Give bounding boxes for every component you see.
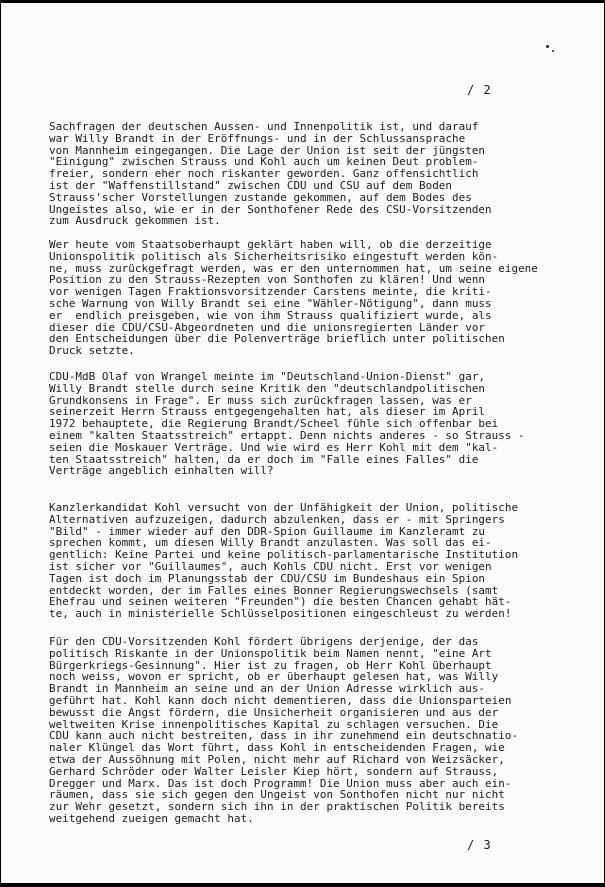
paragraph — [49, 371, 589, 477]
text-line: von Mannheim eingegangen. Die Lage der Union ist seit der jüngsten — [49, 143, 486, 157]
text-line: weltweiten Krise innenpolitisches Kapital zu schlagen versuchen. Die — [49, 717, 499, 731]
text-line: Kanzlerkandidat Kohl versucht von der Unfähigkeit der Union, politische — [49, 501, 519, 514]
text-line: Strauss'scher Vorstellungen zustande gekommen, auf dem Bodes des — [49, 190, 472, 204]
text-line: war Willy Brandt in der Eröffnungs- und in der Schlussansprache — [49, 131, 466, 145]
text-line: Bürgerkriegs-Gesinnung". Hier ist zu fragen, ob Herr Kohl überhaupt — [49, 658, 492, 672]
text-line: Sachfragen der deutschen Aussen- und Innenpolitik ist, und darauf — [49, 120, 479, 133]
scan-speck — [546, 45, 549, 48]
text-line: Ehefrau und seinen weiteren "Freunden") die besten Chancen gehabt hät- — [49, 595, 512, 609]
text-line: ist der "Waffenstillstand" zwischen CDU und CSU auf dem Boden — [49, 178, 453, 192]
text-line: Unionspolitik politisch als Sicherheitsrisiko eingestuft werden kön- — [49, 249, 499, 263]
text-line: noch weiss, wovon er spricht, ob er überhaupt gelesen hat, was Willy — [49, 670, 499, 684]
paragraph — [49, 502, 589, 620]
text-line: politisch Riskante in der Unionspolitik beim Namen nennt, "eine Art — [49, 646, 492, 660]
page-number-bottom: / 3 — [467, 838, 492, 852]
text-line: seinerzeit Herrn Strauss entgegengehalten hat, als dieser im April — [49, 405, 486, 419]
paragraph — [49, 636, 589, 825]
text-line: einem "kalten Staatsstreich" ertappt. Denn nichts anderes - so Strauss - — [49, 428, 525, 442]
text-line: Dregger und Marx. Das ist doch Programm! Die Union muss aber auch ein- — [49, 776, 512, 790]
text-line: bewusst die Angst fördern, die Unsicherheit organisieren und aus der — [49, 705, 499, 719]
text-line: Druck setzte. — [49, 344, 135, 358]
text-line: sprechen kommt, um diesen Willy Brandt anzulasten. Was soll das ei- — [49, 536, 492, 550]
text-line: den Entscheidungen über die Polenverträge brieflich unter politischen — [49, 332, 505, 346]
text-line: Grundkonsens in Frage". Er muss sich zurückfragen lassen, was er — [49, 393, 472, 407]
text-line: ne, muss zurückgefragt werden, was er den unternommen hat, um seine eigene — [49, 261, 538, 275]
text-line: Willy Brandt stelle durch seine Kritik den "deutschlandpolitischen — [49, 381, 486, 395]
text-line: zur Wehr gesetzt, sondern sich ihn in der praktischen Politik bereits — [49, 800, 505, 814]
text-line: Verträge angeblich einhalten will? — [49, 464, 274, 478]
text-line: er endlich preisgeben, wie von ihm Strauss qualifiziert wurde, als — [49, 308, 492, 322]
text-line: "Bild" - immer wieder auf den DDR-Spion Guillaume im Kanzleramt zu — [49, 524, 486, 538]
text-line: sche Warnung von Willy Brandt sei eine "Wähler-Nötigung", dann muss — [49, 296, 492, 310]
text-line: Brandt in Mannheim an seine und an der Union Adresse wirklich aus- — [49, 682, 486, 696]
text-line: Wer heute vom Staatsoberhaupt geklärt haben will, ob die derzeitige — [49, 238, 492, 251]
text-line: seien die Moskauer Verträge. Und wie wird es Herr Kohl mit dem "kal- — [49, 440, 499, 454]
text-line: gentlich: Keine Partei und keine politisch-parlamentarische Institution — [49, 548, 519, 562]
scan-speck — [552, 50, 554, 52]
text-line: CDU-MdB Olaf von Wrangel meinte im "Deutschland-Union-Dienst" gar, — [49, 370, 486, 383]
text-line: te, auch in ministerielle Schlüsselpositionen eingeschleust zu werden! — [49, 607, 512, 621]
text-line: geführt hat. Kohl kann doch nicht dementieren, dass die Unionsparteien — [49, 693, 512, 707]
text-line: etwa der Aussöhnung mit Polen, nicht mehr auf Richard von Weizsäcker, — [49, 752, 505, 766]
page-number-top: / 2 — [467, 83, 492, 97]
text-line: weitgehend zueigen gemacht hat. — [49, 811, 254, 825]
text-line: 1972 behauptete, die Regierung Brandt/Scheel fühle sich offenbar bei — [49, 417, 499, 431]
text-line: freier, sondern eher noch riskanter geworden. Ganz offensichtlich — [49, 167, 479, 181]
text-line: Für den CDU-Vorsitzenden Kohl fördert übrigens derjenige, der das — [49, 635, 479, 648]
text-line: Position zu den Strauss-Rezepten von Sonthofen zu klären! Und wenn — [49, 273, 486, 287]
text-line: CDU kann auch nicht bestreiten, dass in ihr zunehmend ein deutschnatio- — [49, 729, 519, 743]
text-line: ten Staatsstreich" halten, da er doch im "Falle eines Falles" die — [49, 452, 479, 466]
text-line: Gerhard Schröder oder Walter Leisler Kiep hört, sondern auf Strauss, — [49, 764, 499, 778]
text-line: Alternativen aufzuzeigen, dadurch abzulenken, dass er - mit Springers — [49, 512, 505, 526]
text-line: ist sicher vor "Guillaumes", auch Kohls CDU nicht. Erst vor wenigen — [49, 559, 492, 573]
text-line: Tagen ist doch im Planungsstab der CDU/CSU im Bundeshaus ein Spion — [49, 571, 486, 585]
paragraph — [49, 121, 589, 227]
text-line: zum Ausdruck gekommen ist. — [49, 214, 221, 228]
text-line: dieser die CDU/CSU-Abgeordneten und die unionsregierten Länder vor — [49, 320, 486, 334]
text-line: Ungeistes also, wie er in der Sonthofener Rede des CSU-Vorsitzenden — [49, 202, 492, 216]
text-line: räumen, dass sie sich gegen den Ungeist von Sonthofen nicht nur nicht — [49, 788, 505, 802]
paragraph — [49, 239, 589, 357]
text-line: entdeckt worden, der im Falles eines Bonner Regierungswechsels (samt — [49, 583, 499, 597]
text-line: naler Klüngel das Wort führt, dass Kohl in entscheidenden Fragen, wie — [49, 741, 505, 755]
text-line: "Einigung" zwischen Strauss und Kohl auch um keinen Deut problem- — [49, 155, 479, 169]
text-line: vor wenigen Tagen Fraktionsvorsitzender Carstens meinte, die kriti- — [49, 285, 492, 299]
